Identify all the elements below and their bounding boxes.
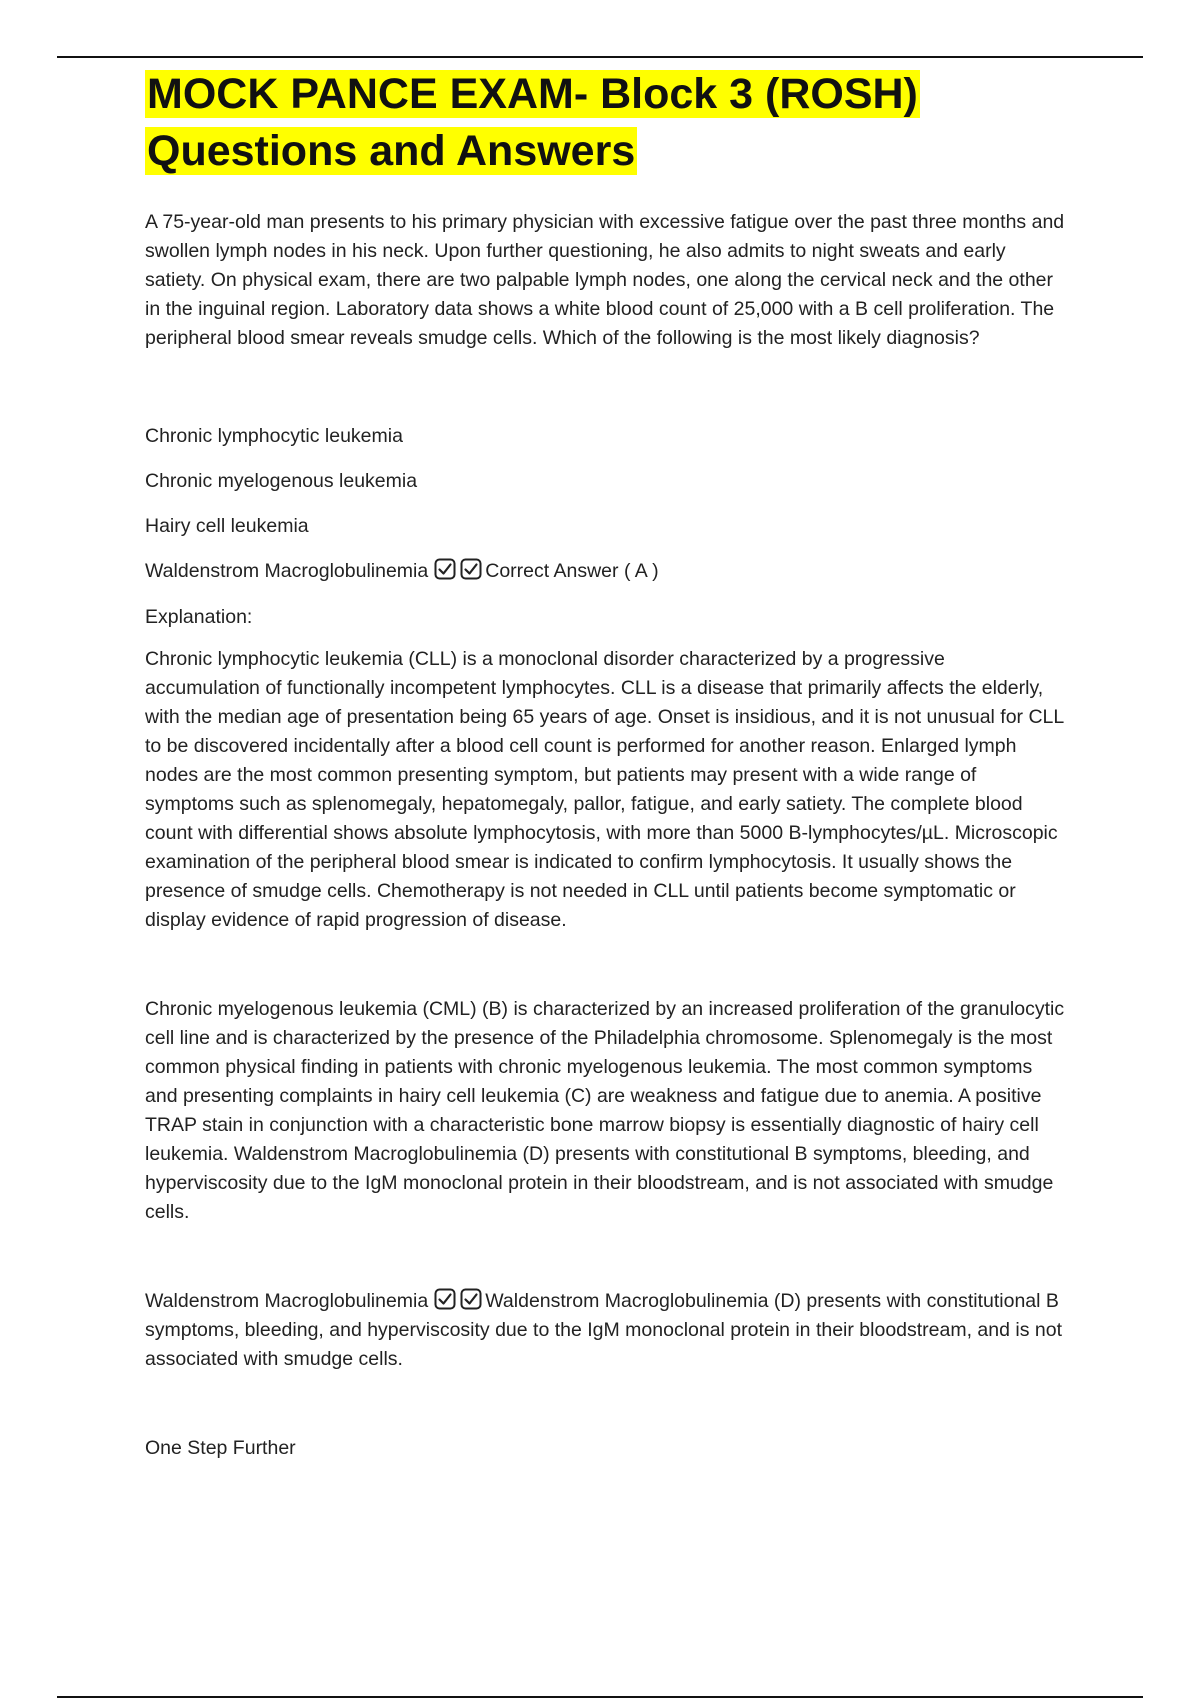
answer-check-icons <box>434 558 482 580</box>
answer-option-a: Chronic lymphocytic leukemia <box>145 425 403 447</box>
second-answer-term: Waldenstrom Macroglobulinemia <box>145 1290 429 1312</box>
top-divider <box>57 56 1143 58</box>
document-title <box>145 66 1065 180</box>
explanation-label: Explanation: <box>145 606 253 628</box>
answer-option-c: Hairy cell leukemia <box>145 515 309 537</box>
question-stem: A 75-year-old man presents to his primary physician with excessive fatigue over the past three months and swollen lymph nodes in his neck. Upon further questioning, he also admits to night sweats and early satiety. On physical exam, there are two palpable lymph nodes, one along the cervical neck and the other in the inguinal region. Laboratory data shows a white blood count of 25,000 with a B cell proliferation. The peripheral blood smear reveals smudge cells. Which of the following is the most likely diagnosis? <box>145 211 1065 349</box>
checkbox-check-icon <box>434 558 456 580</box>
correct-answer-label: Correct Answer ( A ) <box>485 560 659 582</box>
checkbox-check-icon <box>460 558 482 580</box>
bottom-divider <box>57 1696 1143 1698</box>
second-answer-definition: Waldenstrom Macroglobulinemia (D) presents with constitutional B symptoms, bleeding, and hyperviscosity due to the IgM monoclonal protein in their bloodstream, and is not associated with smudge cells. <box>145 1290 1062 1370</box>
answer-option-b: Chronic myelogenous leukemia <box>145 470 418 492</box>
answer-option-d: Waldenstrom Macroglobulinemia <box>145 560 429 582</box>
second-answer-check-icons <box>434 1288 482 1310</box>
second-answer-item <box>145 1287 1065 1374</box>
title-line-1: MOCK PANCE EXAM- Block 3 (ROSH) <box>147 70 918 118</box>
title-line-2: Questions and Answers <box>147 127 636 175</box>
explanation-paragraph-2: Chronic myelogenous leukemia (CML) (B) is characterized by an increased proliferation of the granulocytic cell line and is characterized by the presence of the Philadelphia chromosome. Splenomegaly is the most common physical finding in patients with chronic myelogenous leukemia. The most common symptoms and presenting complaints in hairy cell leukemia (C) are weakness and fatigue due to anemia. A positive TRAP stain in conjunction with a characteristic bone marrow biopsy is essentially diagnostic of hairy cell leukemia. Waldenstrom Macroglobulinemia (D) presents with constitutional B symptoms, bleeding, and hyperviscosity due to the IgM monoclonal protein in their bloodstream, and is not associated with smudge cells. <box>145 998 1065 1223</box>
explanation-paragraph-1: Chronic lymphocytic leukemia (CLL) is a monoclonal disorder characterized by a progressive accumulation of functionally incompetent lymphocytes. CLL is a disease that primarily affects the elderly, with the median age of presentation being 65 years of age. Onset is insidious, and it is not unusual for CLL to be discovered incidentally after a blood cell count is performed for another reason. Enlarged lymph nodes are the most common presenting symptom, but patients may present with a wide range of symptoms such as splenomegaly, hepatomegaly, pallor, fatigue, and early satiety. The complete blood count with differential shows absolute lymphocytosis, with more than 5000 B-lymphocytes/µL. Microscopic examination of the peripheral blood smear is indicated to confirm lymphocytosis. It usually shows the presence of smudge cells. Chemotherapy is not needed in CLL until patients become symptomatic or display evidence of rapid progression of disease. <box>145 648 1064 931</box>
document-body <box>145 66 1065 1463</box>
one-step-further-heading: One Step Further <box>145 1437 296 1459</box>
answer-option-d-line <box>145 557 1065 586</box>
checkbox-check-icon <box>434 1288 456 1310</box>
checkbox-check-icon <box>460 1288 482 1310</box>
